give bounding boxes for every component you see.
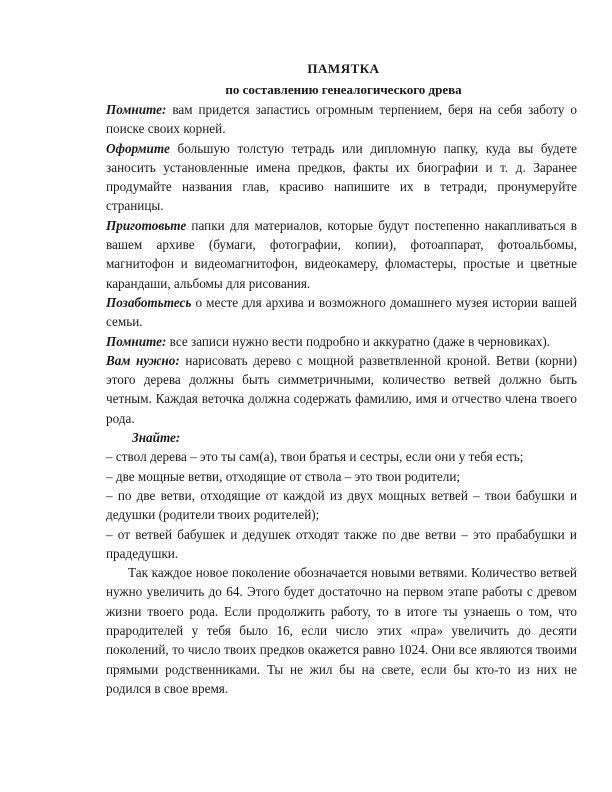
know-item-trunk: – ствол дерева – это ты сам(а), твои братья и сестры, если они у тебя есть; xyxy=(106,449,524,465)
paragraph-lead: Позаботьтесь xyxy=(106,294,192,310)
paragraph-text: большую толстую тетрадь или дипломную папку, куда вы будете заносить установленные имена предков, факты их биографии и т. д. Заранее продумайте названия глав, красиво напишите их в тетради, пронумеруйте страницы. xyxy=(106,140,577,214)
know-heading xyxy=(110,428,577,447)
know-item-great-grandparents: – от ветвей бабушек и дедушек отходят также по две ветви – это прабабушки и прадедушки. xyxy=(106,526,577,561)
paragraph-design xyxy=(106,139,577,216)
paragraph-text: все записи нужно вести подробно и аккуратно (даже в черновиках). xyxy=(166,333,551,349)
paragraph-prepare xyxy=(106,216,577,293)
paragraph-text: о месте для архива и возможного домашнего музея истории вашей семьи. xyxy=(106,294,577,330)
paragraph-remember-1 xyxy=(106,100,577,139)
paragraph-text: вам придется запастись огромным терпением, беря на себя заботу о поиске своих корней. xyxy=(106,102,577,137)
paragraph-lead: Вам нужно: xyxy=(106,352,180,368)
paragraph-remember-2 xyxy=(106,332,577,351)
paragraph-take-care xyxy=(106,293,577,332)
paragraph-lead: Приготовьте xyxy=(106,217,187,233)
know-item-parents: – две мощные ветви, отходящие от ствола – это твои родители; xyxy=(106,468,461,484)
document-title: ПАМЯТКА xyxy=(307,61,380,76)
know-lead: Знайте: xyxy=(132,430,181,446)
know-item-grandparents: – по две ветви, отходящие от каждой из двух мощных ветвей – твои бабушки и дедушки (родители твоих родителей); xyxy=(106,487,577,523)
document-subtitle: по составлению генеалогического древа xyxy=(225,82,462,97)
paragraph-you-need xyxy=(106,351,577,428)
paragraph-lead: Помните: xyxy=(106,333,167,349)
paragraph-closing: Так каждое новое поколение обозначается новыми ветвями. Количество ветвей нужно увеличить до 64. Этого будет достаточно на первом этапе работы с древом жизни твоего рода. Если продолжить работу, то в итоге ты узнаешь о том, что прародителей у тебя было 16, если число этих «пра» увеличить до десяти поколений, то число твоих предков окажется равно 1024. Они все являются твоими прямыми родственниками. Ты не жил бы на свете, если бы кто-то из них не родился в свое время. xyxy=(106,565,577,696)
paragraph-text: папки для материалов, которые будут постепенно накапливаться в вашем архиве (бумаги, фотографии, копии), фотоаппарат, фотоальбомы, магнитофон и видеомагнитофон, видеокамеру, фломастеры, простые и цветные карандаши, альбомы для рисования. xyxy=(106,217,577,291)
paragraph-text: нарисовать дерево с мощной разветвленной кроной. Ветви (корни) этого дерева должны быть симметричными, количество ветвей должно быть четным. Каждая веточка должна содержать фамилию, имя и отчество члена твоего рода. xyxy=(106,352,577,426)
paragraph-lead: Помните: xyxy=(106,102,167,117)
paragraph-lead: Оформите xyxy=(106,140,170,156)
document-page xyxy=(106,58,577,698)
